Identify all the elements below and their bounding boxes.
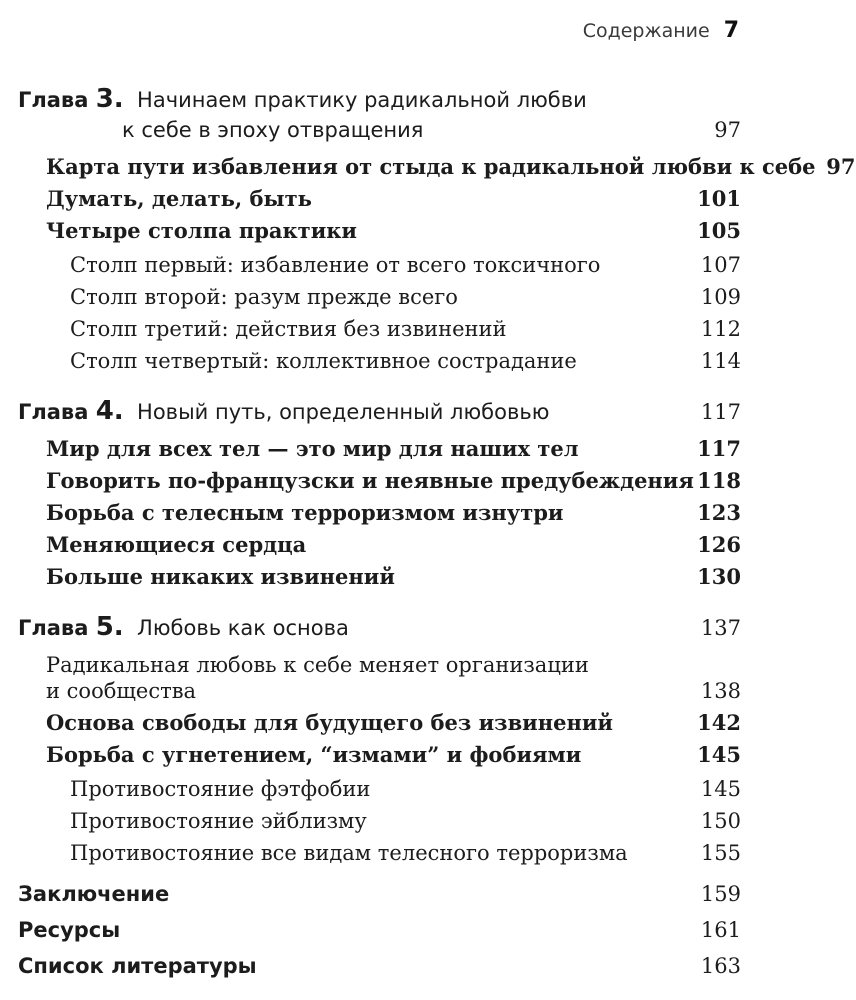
chapter-title-line1: Любовь как основа (137, 616, 349, 640)
toc-entry-title: Думать, делать, быть (46, 186, 312, 211)
toc-entry-page: 97 (826, 154, 856, 179)
chapter-page: 97 (714, 118, 741, 142)
toc-entry[interactable] (0, 218, 741, 244)
toc-entry-title: Столп первый: избавление от всего токсичного (70, 253, 601, 277)
toc-entry-page: 155 (700, 841, 741, 865)
toc-entry-title: Больше никаких извинений (46, 564, 395, 589)
toc-subentry[interactable] (0, 808, 741, 834)
chapter-label: Глава (18, 616, 96, 640)
toc-entry-title: Противостояние фэтфобии (70, 777, 371, 801)
toc-subentry[interactable] (0, 316, 741, 342)
chapter-title-line1: Начинаем практику радикальной любви (137, 88, 587, 112)
toc-entry-page: 109 (700, 285, 741, 309)
toc-entry-title: Радикальная любовь к себе меняет организации (46, 653, 589, 677)
toc-entry-page: 150 (700, 809, 741, 833)
toc-entry[interactable] (0, 154, 856, 180)
chapter-number: 4. (95, 396, 124, 426)
toc-entry[interactable] (0, 186, 741, 212)
toc-subentry[interactable] (0, 348, 741, 374)
toc-entry-page: 101 (697, 186, 741, 211)
toc-entry-title: Столп третий: действия без извинений (70, 317, 507, 341)
toc-backmatter-conclusion[interactable] (18, 882, 741, 906)
toc-entry-title: Говорить по-французски и неявные предубеждения (46, 468, 694, 493)
chapter-label: Глава (18, 88, 96, 112)
toc-entry-line1[interactable] (0, 652, 741, 678)
toc-entry-page: 123 (697, 500, 741, 525)
chapter-number: 5. (95, 612, 124, 642)
toc-entry-page: 107 (700, 253, 741, 277)
chapter-label: Глава (18, 400, 96, 424)
chapter-3-heading[interactable] (18, 84, 741, 145)
toc-entry-title: Заключение (18, 882, 170, 906)
toc-entry-title: Меняющиеся сердца (46, 532, 307, 557)
toc-entry-page: 117 (697, 436, 741, 461)
chapter-4-heading[interactable] (18, 396, 741, 427)
toc-entry[interactable] (0, 532, 741, 558)
toc-entry-page: 114 (700, 349, 741, 373)
chapter-5-heading[interactable] (18, 612, 741, 643)
toc-subentry[interactable] (0, 840, 741, 866)
chapter-page: 137 (700, 616, 741, 640)
toc-entry-page: 105 (697, 218, 741, 243)
toc-subentry[interactable] (0, 252, 741, 278)
toc-entry-title: Столп второй: разум прежде всего (70, 285, 458, 309)
chapter-title-line2: к себе в эпоху отвращения (122, 118, 424, 142)
toc-entry[interactable] (0, 500, 741, 526)
toc-entry[interactable] (0, 710, 741, 736)
toc-entry-title: Карта пути избавления от стыда к радикальной любви к себе (46, 154, 816, 179)
toc-entry-page: 145 (700, 777, 741, 801)
toc-entry-page: 130 (697, 564, 741, 589)
chapter-number: 3. (95, 84, 124, 114)
toc-entry-page: 163 (700, 954, 741, 978)
running-header (583, 18, 739, 43)
toc-entry-title: Борьба с угнетением, “измами” и фобиями (46, 742, 582, 767)
chapter-title-line1: Новый путь, определенный любовью (137, 400, 550, 424)
toc-entry-title: Мир для всех тел — это мир для наших тел (46, 436, 579, 461)
toc-entry-title: Ресурсы (18, 918, 121, 942)
toc-backmatter-references[interactable] (18, 954, 741, 978)
toc-entry[interactable] (0, 468, 741, 494)
toc-entry-page: 159 (700, 882, 741, 906)
toc-entry[interactable] (0, 742, 741, 768)
toc-entry-title: Четыре столпа практики (46, 218, 358, 243)
toc-entry-title: Противостояние все видам телесного терроризма (70, 841, 628, 865)
toc-entry-title: Список литературы (18, 954, 257, 978)
toc-entry[interactable] (0, 678, 741, 704)
header-page-number: 7 (723, 18, 739, 43)
toc-entry-page: 112 (700, 317, 741, 341)
header-section-title: Содержание (582, 20, 710, 42)
toc-entry-title: Столп четвертый: коллективное сострадание (70, 349, 577, 373)
toc-entry-title: Основа свободы для будущего без извинений (46, 710, 613, 735)
toc-entry-page: 138 (700, 679, 741, 703)
toc-entry-page: 161 (700, 918, 741, 942)
toc-entry-page: 126 (697, 532, 741, 557)
toc-entry-page: 142 (697, 710, 741, 735)
toc-entry-title: Борьба с телесным терроризмом изнутри (46, 500, 564, 525)
toc-entry-title: Противостояние эйблизму (70, 809, 367, 833)
toc-entry[interactable] (0, 436, 741, 462)
toc-entry-page: 118 (697, 468, 741, 493)
toc-subentry[interactable] (0, 776, 741, 802)
toc-subentry[interactable] (0, 284, 741, 310)
toc-entry[interactable] (0, 564, 741, 590)
chapter-page: 117 (700, 400, 741, 424)
toc-entry-page: 145 (697, 742, 741, 767)
toc-entry-title: и сообщества (46, 679, 197, 703)
toc-backmatter-resources[interactable] (18, 918, 741, 942)
